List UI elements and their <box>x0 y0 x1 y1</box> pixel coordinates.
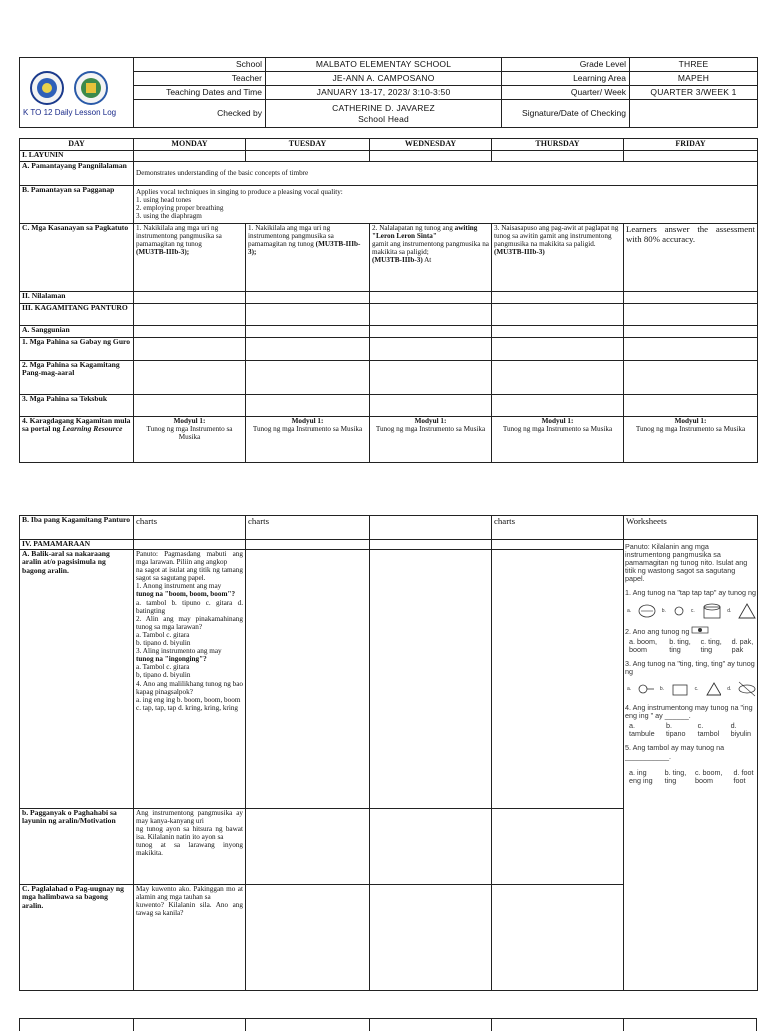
kasanayan-label: C. Mga Kasanayan sa Pagkatuto <box>20 224 134 292</box>
modyul-wednesday: Modyul 1: Tunog ng mga Instrumento sa Musika <box>370 417 492 463</box>
kasanayan-wednesday: 2. Nalalapatan ng tunog ang awiting "Leron Leron Sinta" gamit ang instrumentong pangmusika na makikita sa paligid; (MU3TB-IIIb-3) At <box>370 224 492 292</box>
teksbuk-label: 3. Mga Pahina sa Teksbuk <box>20 395 134 417</box>
lesson-table-part1 <box>19 138 758 463</box>
checked-by-label: Checked by <box>134 100 266 128</box>
kasanayan-tuesday: 1. Nakikilala ang mga uri ng instrumentong pangmusika sa pamamagitan ng tunog (MU3TB-IIIb-3); <box>246 224 370 292</box>
worksheet-q2-options: a. boom, boom b. ting, ting c. ting, ting d. pak, pak <box>629 636 754 654</box>
thursday-header: THURSDAY <box>492 139 624 151</box>
signature-label: Signature/Date of Checking <box>502 100 630 128</box>
worksheet-q3: 3. Ang tunog na "ting, ting, ting" ay tunog ng <box>625 658 755 676</box>
teaching-dates-value: JANUARY 13-17, 2023/ 3:10-3:50 <box>266 86 502 100</box>
pagganyak-label: b. Pagganyak o Paghahabi sa layunin ng aralin/Motivation <box>20 809 134 885</box>
school-head-title: School Head <box>358 113 409 124</box>
balik-aral-label: A. Balik-aral sa nakaraang aralin at/o pagsisimula ng bagong aralin. <box>20 550 134 809</box>
paglalahad-label: C. Paglalahad o Pag-uugnay ng mga halimbawa sa bagong aralin. <box>20 885 134 991</box>
school-seal-icon <box>74 71 108 105</box>
logo-caption: K TO 12 Daily Lesson Log <box>23 108 117 117</box>
logo-cell <box>20 58 134 128</box>
balik-aral-monday: Panuto: Pagmasdang mabuti ang mga larawan. Piliin ang angkop na sagot at isulat ang titik ng tamang sagot sa sagutang papel. 1. Anong instrument ang may tunog na "boom, boom, boom"? a. tambol b. tipuno c. gitara d. batingting 2. Alin ang may pinakamahinang tunog sa mga larawan? a. Tambol c. gitara b. tipano d. biyulin 3. Aling instrumento ang may tunog na "ingonging"? a. Tambol c. gitara b, tipano d. biyulin 4. Ano ang malilikhang tunog ng bao kapag pinagsalpok? a. ing eng ing b. boom, boom, boom c. tap, tap, tap d. kring, kring, kring <box>134 550 246 809</box>
iba-friday: Worksheets <box>624 516 758 540</box>
bell-icon <box>637 603 656 619</box>
friday-header: FRIDAY <box>624 139 758 151</box>
worksheet-q5-options: a. ing eng ing b. ting, ting c. boom, boom d. foot foot <box>629 767 754 785</box>
kasanayan-friday: Learners answer the assessment with 80% accuracy. <box>624 224 758 292</box>
quarter-week-label: Quarter/ Week <box>502 86 630 100</box>
shaker-icon <box>672 605 685 617</box>
next-page-table-edge <box>19 1018 757 1031</box>
wednesday-header: WEDNESDAY <box>370 139 492 151</box>
kasanayan-thursday: 3. Naisasapuso ang pag-awit at paglapat ng tunog sa awitin gamit ang instrumentong pangmusika na makikita sa paligid. (MU3TB-IIIb-3) <box>492 224 624 292</box>
worksheet-q3-choices: a. b. c. d. <box>627 680 756 698</box>
day-header-row <box>20 139 758 151</box>
quarter-week-value: QUARTER 3/WEEK 1 <box>630 86 758 100</box>
maracas-icon <box>637 682 654 696</box>
gabay-guro-label: 1. Mga Pahina sa Gabay ng Guro <box>20 338 134 361</box>
modyul-thursday: Modyul 1: Tunog ng mga Instrumento sa Musika <box>492 417 624 463</box>
pamamaraan-label: IV. PAMAMARAAN <box>20 540 134 550</box>
layunin-label: I. LAYUNIN <box>20 151 134 162</box>
checked-by-value <box>266 100 502 128</box>
learning-area-value: MAPEH <box>630 72 758 86</box>
tuesday-header: TUESDAY <box>246 139 370 151</box>
grade-level-value: THREE <box>630 58 758 72</box>
kasanayan-monday: 1. Nakikilala ang mga uri ng instrumentong pangmusika sa pamamagitan ng tunog (MU3TB-IIIb-3); <box>134 224 246 292</box>
nilalaman-label: II. Nilalaman <box>20 292 134 304</box>
monday-header: MONDAY <box>134 139 246 151</box>
worksheet-q1: 1. Ang tunog na "tap tap tap" ay tunog ng <box>625 588 756 598</box>
worksheet-q1-choices: a. b. c. d. <box>627 602 756 620</box>
worksheet-q2: 2. Ano ang tunog ng <box>625 626 756 636</box>
modyul-monday: Modyul 1: Tunog ng mga Instrumento sa Musika <box>134 417 246 463</box>
kagamitang-mag-aaral-label: 2. Mga Pahina sa Kagamitang Pang-mag-aaral <box>20 361 134 395</box>
iba-thursday: charts <box>492 516 624 540</box>
pagganyak-monday: Ang instrumentong pangmusika ay may kanya-kanyang uri ng tunog ayon sa hitsura ng bawat isa. Kilalanin natin ito ayon sa tunog at sa larawang inyong makikita. <box>134 809 246 885</box>
pamantayang-pangnilalaman-text: Demonstrates understanding of the basic concepts of timbre <box>134 162 758 186</box>
modyul-friday: Modyul 1: Tunog ng mga Instrumento sa Musika <box>624 417 758 463</box>
lesson-table-part2 <box>19 515 758 991</box>
cymbal-icon <box>737 680 756 698</box>
drum-small-icon <box>670 681 689 697</box>
day-label: DAY <box>20 139 134 151</box>
sanggunian-label: A. Sanggunian <box>20 326 134 338</box>
signature-value <box>630 100 758 128</box>
drum-icon <box>701 602 721 620</box>
paglalahad-monday: May kuwento ako. Pakinggan mo at alamin ang mga tauhan sa kuwento? Kilalanin sila. Ano ang tawag sa kanila? <box>134 885 246 991</box>
worksheet-q5: 5. Ang tambol ay may tunog na ___________. <box>625 743 725 761</box>
pamantayan-pagganap-text: Applies vocal techniques in singing to produce a pleasing vocal quality: 1. using head tones 2. employing proper breathing 3. using the diaphragm <box>134 186 758 224</box>
worksheet-q4-options: a. tambule b. tipano c. tambol d. biyulin <box>629 721 752 739</box>
pamantayan-pagganap-label: B. Pamantayan sa Pagganap <box>20 186 134 224</box>
header-table <box>19 57 758 128</box>
teaching-dates-label: Teaching Dates and Time <box>134 86 266 100</box>
teacher-label: Teacher <box>134 72 266 86</box>
harmonica-icon <box>691 626 709 634</box>
kagamitang-panturo-label: III. KAGAMITANG PANTURO <box>20 304 134 326</box>
grade-level-label: Grade Level <box>502 58 630 72</box>
triangle-icon <box>737 602 756 620</box>
modyul-tuesday: Modyul 1: Tunog ng mga Instrumento sa Musika <box>246 417 370 463</box>
school-head-name: CATHERINE D. JAVAREZ <box>332 103 435 113</box>
teacher-value: JE-ANN A. CAMPOSANO <box>266 72 502 86</box>
iba-pang-kagamitan-label: B. Iba pang Kagamitang Panturo <box>20 516 134 540</box>
school-label: School <box>134 58 266 72</box>
school-value: MALBATO ELEMENTAY SCHOOL <box>266 58 502 72</box>
pamantayang-pangnilalaman-label: A. Pamantayang Pangnilalaman <box>20 162 134 186</box>
deped-seal-icon <box>30 71 64 105</box>
iba-monday: charts <box>134 516 246 540</box>
worksheet-image <box>624 540 758 991</box>
worksheet-q4: 4. Ang instrumentong may tunog na "ing eng ing " ay ______. <box>625 703 753 721</box>
learning-area-label: Learning Area <box>502 72 630 86</box>
karagdagang-kagamitan-label: 4. Karagdagang Kagamitan mula sa portal ng Learning Resource <box>20 417 134 463</box>
triangle-small-icon <box>705 681 722 697</box>
iba-tuesday: charts <box>246 516 370 540</box>
worksheet-instructions: Panuto: Kilalanin ang mga instrumentong pangmusika sa pamamagitan ng tunog nito. Isulat ang titik ng wastong sagot sa sagutang papel. <box>625 542 748 584</box>
